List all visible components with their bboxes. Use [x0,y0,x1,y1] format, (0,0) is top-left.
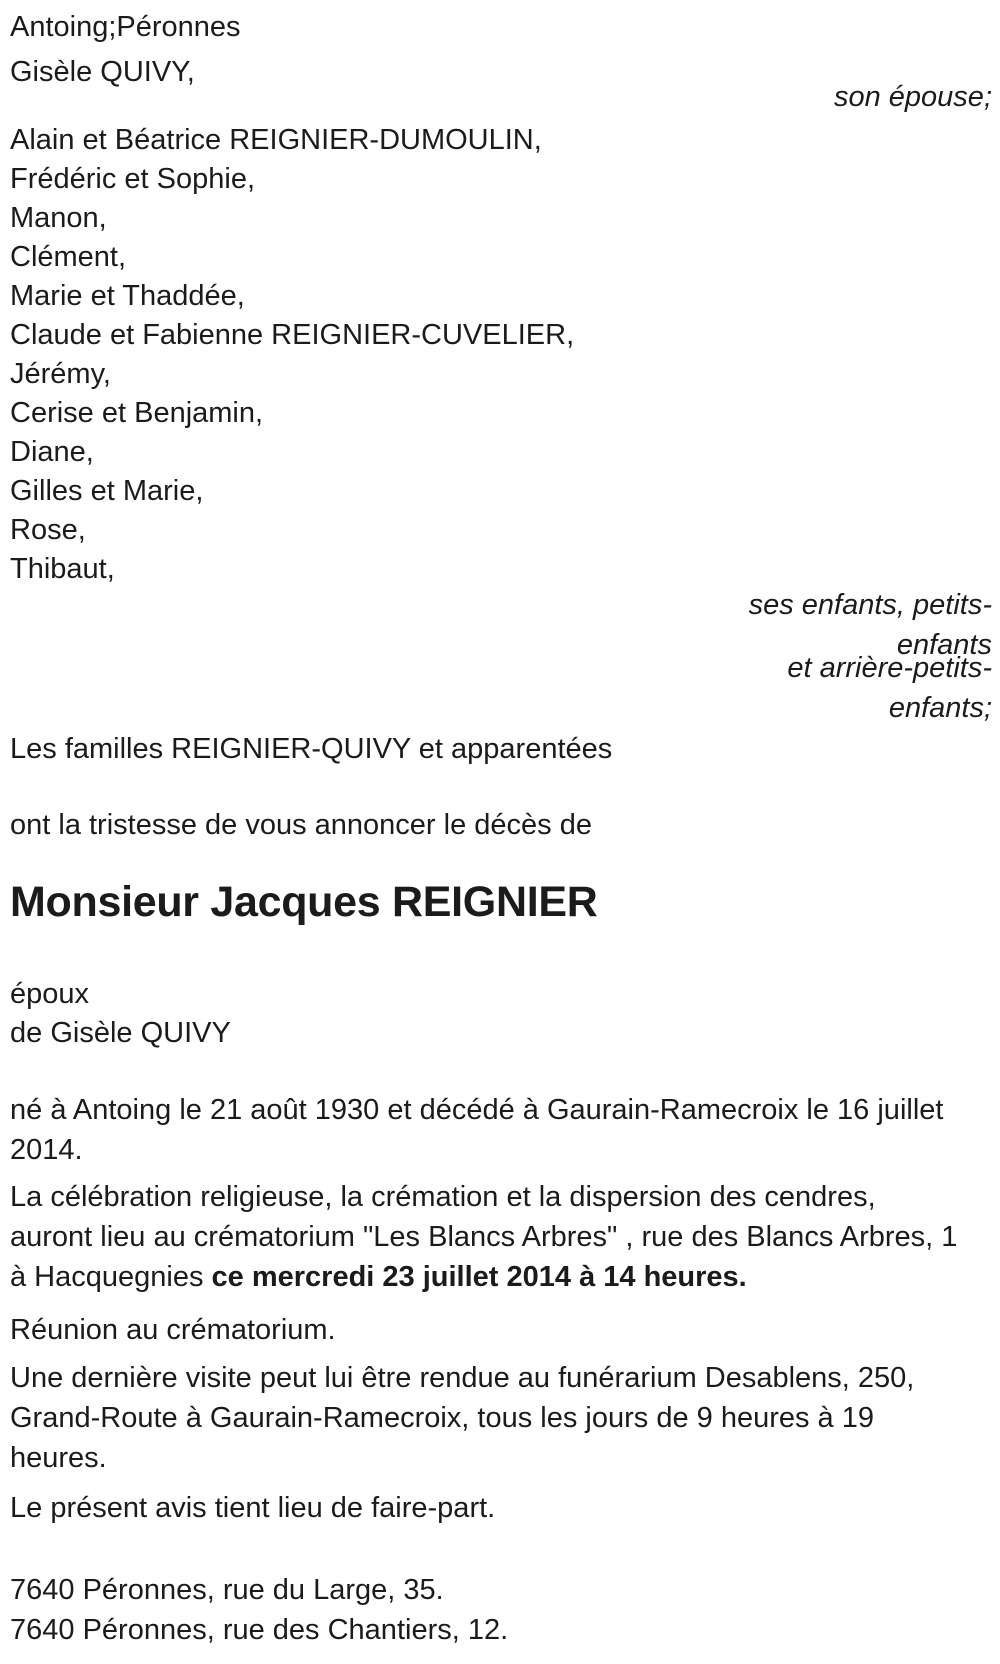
relative-name: Diane, [10,435,94,468]
ceremony-line: auront lieu au crématorium "Les Blancs Arbres" , rue des Blancs Arbres, 1 [10,1220,958,1253]
descendants-attribution-line: enfants; [888,691,992,724]
families-line: Les familles REIGNIER-QUIVY et apparentées [10,732,613,765]
addresses-block [10,1570,992,1650]
birth-death-paragraph [10,1090,992,1170]
birth-death-line: né à Antoing le 21 août 1930 et décédé à Gaurain-Ramecroix le 16 juillet [10,1093,944,1126]
relative-name: Marie et Thaddée, [10,279,245,312]
cities-line: Antoing;Péronnes [10,11,241,43]
spouse-attribution: son épouse; [833,80,992,113]
relative-name: Frédéric et Sophie, [10,162,256,195]
relative-name: Jérémy, [10,357,111,390]
deceased-name-heading: Monsieur Jacques REIGNIER [10,877,598,926]
relative-name: Alain et Béatrice REIGNIER-DUMOULIN, [10,123,542,156]
relative-name: Gilles et Marie, [10,474,204,507]
descendants-attribution-line: ses enfants, petits- [748,588,992,621]
ceremony-date-time-bold: ce mercredi 23 juillet 2014 à 14 heures. [211,1260,747,1293]
ceremony-line: La célébration religieuse, la crémation et la dispersion des cendres, [10,1180,876,1213]
notice-line: Le présent avis tient lieu de faire-part. [10,1491,496,1524]
descendants-attribution-line: et arrière-petits- [787,651,992,684]
visitation-line: Une dernière visite peut lui être rendue au funérarium Desablens, 250, [10,1361,915,1394]
meeting-line: Réunion au crématorium. [10,1313,336,1346]
ceremony-line [10,1257,992,1297]
descendants-attribution-line: enfants [896,628,992,661]
relative-name: Claude et Fabienne REIGNIER-CUVELIER, [10,318,575,351]
visitation-line: heures. [10,1441,107,1474]
relative-name: Cerise et Benjamin, [10,396,264,429]
relative-name: Rose, [10,513,86,546]
meeting-paragraph [10,1310,992,1350]
birth-death-line: 2014. [10,1133,83,1166]
spouse-name-line: Gisèle QUIVY, [10,56,195,88]
relative-name: Clément, [10,240,127,273]
relation-line: époux [10,977,90,1010]
visitation-paragraph [10,1358,992,1478]
ceremony-line-normal-part: à Hacquegnies [10,1260,212,1293]
announcement-intro: ont la tristesse de vous annoncer le décès de [10,808,592,841]
descendants-attribution [10,585,992,728]
relation-to-line: de Gisèle QUIVY [10,1016,231,1049]
address-line: 7640 Péronnes, rue du Large, 35. [10,1573,444,1606]
relative-name: Thibaut, [10,552,115,585]
ceremony-paragraph [10,1177,992,1297]
address-line: 7640 Péronnes, rue des Chantiers, 12. [10,1613,509,1646]
notice-paragraph [10,1488,992,1528]
relatives-list [10,121,992,589]
visitation-line: Grand-Route à Gaurain-Ramecroix, tous les jours de 9 heures à 19 [10,1401,874,1434]
relative-name: Manon, [10,201,107,234]
